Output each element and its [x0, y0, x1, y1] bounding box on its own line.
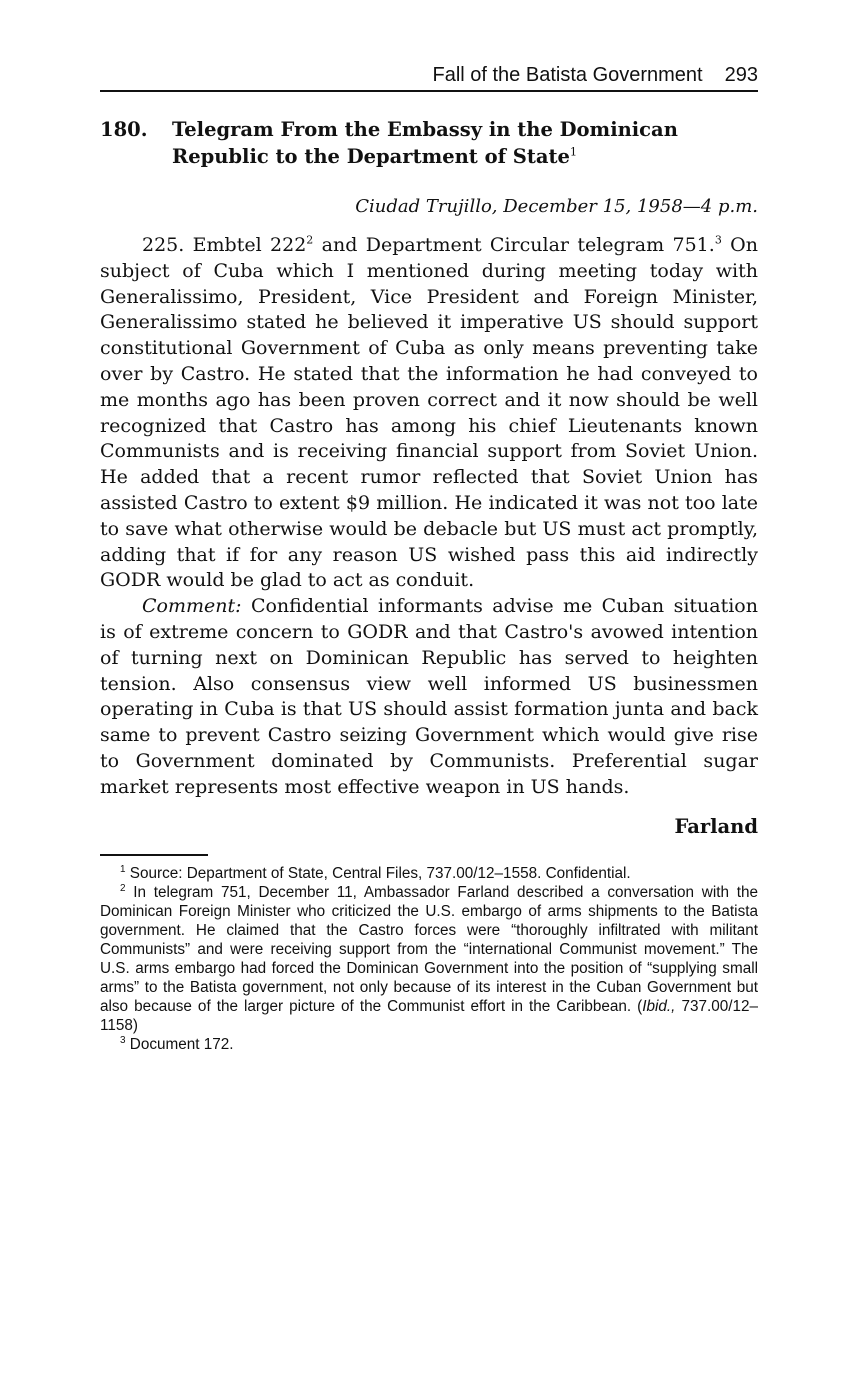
document-heading — [100, 116, 758, 170]
paragraph-text: and Department Circular telegram 751. — [313, 234, 715, 256]
footnote-1 — [100, 864, 758, 883]
footnote-citation: Ibid., — [642, 997, 676, 1015]
paragraph-text: Confidential informants advise me Cuban situation is of extreme concern to GODR and that Castro's avowed intention of turning next on Dominican Republic has served to heighten tension. Also consensus view well informed US businessmen operating in Cuba is that US should assist formation junta and back same to prevent Castro seizing Government which would give rise to Government dominated by Communists. Preferential sugar market represents most effective weapon in US hands. — [100, 595, 758, 798]
dateline: Ciudad Trujillo, December 15, 1958—4 p.m. — [355, 196, 758, 217]
footnote-marker: 2 — [120, 882, 126, 894]
paragraph-text: On subject of Cuba which I mentioned during meeting today with Generalissimo, President, Vice President and Foreign Minister, Generalissimo stated he believed it imperative US should support constitutional Government of Cuba as only means preventing take over by Castro. He stated that the information he had conveyed to me months ago has been proven correct and it now should be well recognized that Castro has among his chief Lieutenants known Communists and is receiving financial support from Soviet Union. He added that a recent rumor reflected that Soviet Union has assisted Castro to extent $9 million. He indicated it was not too late to save what otherwise would be debacle but US must act promptly, adding that if for any reason US wished pass this aid indirectly GODR would be glad to act as conduit. — [100, 234, 758, 592]
comment-lead: Comment: — [142, 595, 242, 618]
footnote-marker: 1 — [120, 863, 126, 875]
footnote-divider — [100, 854, 208, 856]
footnote-ref-3: 3 — [714, 233, 722, 247]
document-page — [100, 64, 758, 1054]
running-head — [100, 64, 758, 92]
footnote-text: 737.00/12–1158) — [100, 997, 759, 1034]
document-title — [172, 116, 758, 170]
body-paragraph-1 — [100, 233, 758, 594]
footnote-3 — [100, 1035, 758, 1054]
footnote-text: Source: Department of State, Central Files, 737.00/12–1558. Confidential. — [125, 864, 631, 882]
page-number: 293 — [724, 64, 758, 86]
footnote-ref-2: 2 — [306, 233, 314, 247]
footnote-marker: 3 — [120, 1034, 126, 1046]
footnotes — [100, 864, 758, 1054]
body-paragraph-2 — [100, 594, 758, 800]
document-number: 180. — [100, 118, 148, 141]
footnote-2 — [100, 883, 758, 1035]
paragraph-text: 225. Embtel 222 — [142, 234, 307, 256]
footnote-text: Document 172. — [125, 1035, 234, 1053]
footnote-ref-1: 1 — [569, 145, 578, 159]
footnote-text: In telegram 751, December 11, Ambassador Farland described a conversation with the Dominican Foreign Minister who criticized the U.S. embargo of arms shipments to the Batista government. He claimed that the Castro forces were “thoroughly infiltrated with militant Communists” and were receiving support from the “international Communist movement.” The U.S. arms embargo had forced the Dominican Government into the position of “supplying small arms” to the Batista government, not only because of its interest in the Cuban Government but also because of the larger picture of the Communist effort in the Caribbean. ( — [100, 883, 758, 1015]
running-head-title: Fall of the Batista Government — [432, 64, 703, 86]
document-title-text: Telegram From the Embassy in the Dominican Republic to the Department of State — [172, 118, 678, 168]
signature: Farland — [674, 814, 758, 838]
